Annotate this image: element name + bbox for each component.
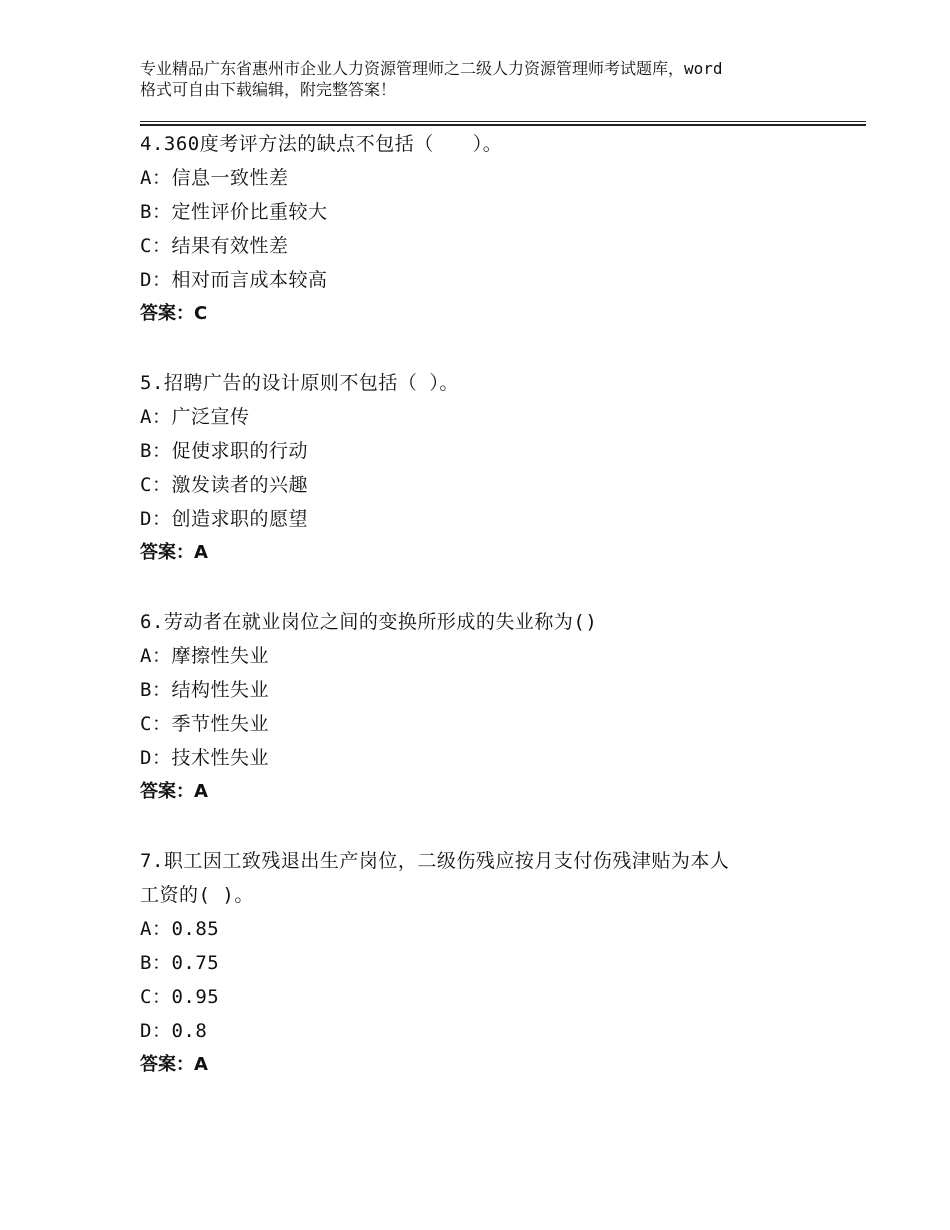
- option-b: B：定性评价比重较大: [140, 201, 328, 223]
- option-d: D：创造求职的愿望: [140, 508, 308, 530]
- option-a: A：0.85: [140, 918, 220, 940]
- option-c: C：结果有效性差: [140, 235, 289, 257]
- question-stem: 6.劳动者在就业岗位之间的变换所形成的失业称为(): [140, 611, 598, 633]
- answer: 答案：C: [140, 303, 208, 324]
- option-b: B：结构性失业: [140, 679, 269, 701]
- option-a: A：信息一致性差: [140, 167, 289, 189]
- option-b: B：促使求职的行动: [140, 440, 308, 462]
- page-header: [140, 58, 840, 100]
- header-line-2: 格式可自由下载编辑，附完整答案！: [140, 80, 397, 99]
- answer: 答案：A: [140, 781, 208, 802]
- option-a: A：摩擦性失业: [140, 645, 269, 667]
- question-4: [140, 127, 840, 331]
- option-d: D：0.8: [140, 1020, 208, 1042]
- question-7: [140, 844, 840, 1082]
- header-line-1: 专业精品广东省惠州市企业人力资源管理师之二级人力资源管理师考试题库，word: [140, 59, 723, 78]
- question-stem-line-2: 工资的( )。: [140, 884, 254, 906]
- question-5: [140, 366, 840, 570]
- option-d: D：相对而言成本较高: [140, 269, 328, 291]
- option-b: B：0.75: [140, 952, 220, 974]
- header-divider: [140, 121, 866, 122]
- option-c: C：激发读者的兴趣: [140, 474, 308, 496]
- option-c: C：季节性失业: [140, 713, 269, 735]
- question-stem: 4.360度考评方法的缺点不包括（ ）。: [140, 133, 503, 155]
- option-a: A：广泛宣传: [140, 406, 250, 428]
- answer: 答案：A: [140, 1054, 208, 1075]
- option-c: C：0.95: [140, 986, 220, 1008]
- option-d: D：技术性失业: [140, 747, 269, 769]
- question-6: [140, 605, 840, 809]
- answer: 答案：A: [140, 542, 208, 563]
- question-stem: 5.招聘广告的设计原则不包括（ ）。: [140, 372, 459, 394]
- header-divider-thick: [140, 124, 866, 126]
- question-stem-line-1: 7.职工因工致残退出生产岗位，二级伤残应按月支付伤残津贴为本人: [140, 850, 730, 872]
